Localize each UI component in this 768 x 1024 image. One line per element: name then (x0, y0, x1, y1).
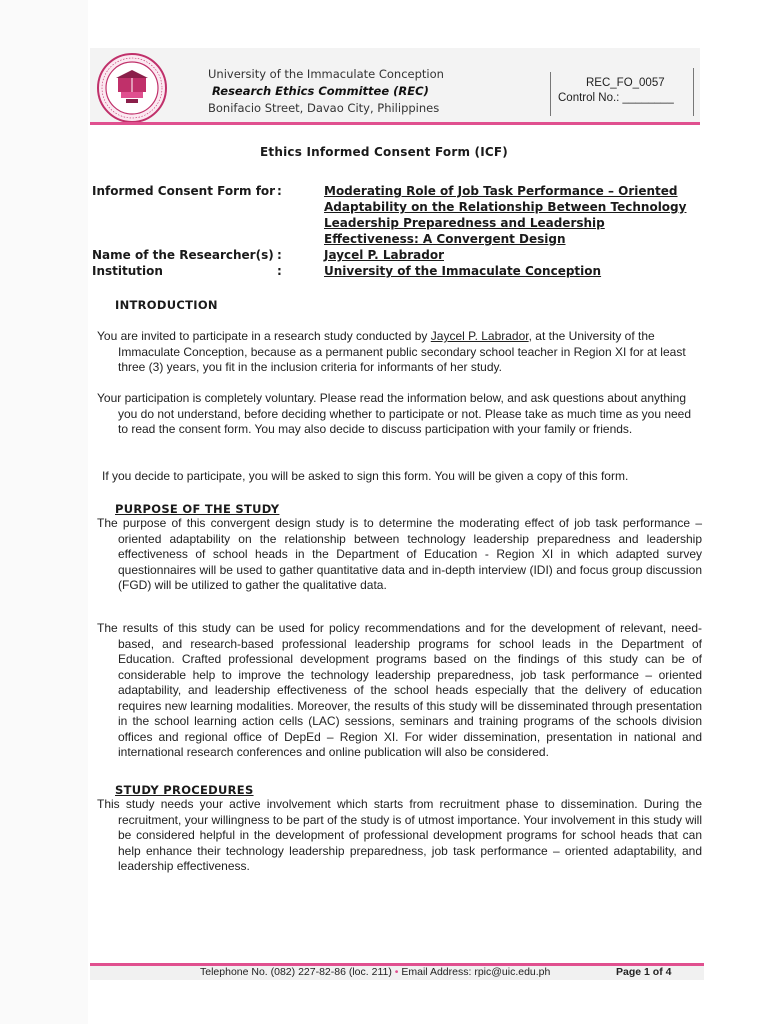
institution-colon: : (277, 264, 282, 278)
introduction-heading: INTRODUCTION (115, 298, 218, 312)
page-number (616, 966, 671, 978)
introduction-paragraph-3: If you decide to participate, you will be asked to sign this form. You will be given a copy of this form. (102, 469, 629, 483)
university-address: Bonifacio Street, Davao City, Philippines (208, 101, 440, 115)
page-total: 4 (665, 966, 672, 978)
form-for-value: Moderating Role of Job Task Performance – Oriented Adaptability on the Relationship Between Technology Leadership Preparedness and Leadership Effectiveness: A Convergent Design (324, 184, 687, 246)
footer-telephone: Telephone No. (082) 227-82-86 (loc. 211) (200, 966, 392, 978)
researcher-colon: : (277, 248, 282, 262)
letterhead-text (208, 66, 444, 117)
meta-row-institution (92, 263, 692, 279)
researcher-label: Name of the Researcher(s) (92, 248, 274, 262)
header-side-rule (693, 68, 694, 116)
procedures-heading: STUDY PROCEDURES (115, 783, 254, 797)
form-for-colon: : (277, 184, 282, 198)
university-name: University of the Immaculate Conception (208, 67, 444, 81)
header-rule (90, 122, 700, 125)
form-code-block (558, 76, 694, 106)
purpose-paragraph-2: The results of this study can be used for policy recommendations and for the development of relevant, need-based, and research-based professional leadership programs for school leads in the Department of Education. Crafted professional development programs based on the findings of this study can be of considerable help to improve the technology leadership preparedness, job task performance – oriented adaptability, and leadership effectiveness of the school heads especially that the delivery of education requires new learning modalities. Moreover, the results of this study will be disseminated through presentation in the school learning action cells (LAC) sessions, seminars and training programs of the schools division offices and regional office of DepEd – Region XI. For wider dissemination, presentation in national and international research conferences and online publication will also be considered. (97, 621, 702, 759)
header-divider (550, 72, 551, 116)
footer-email: Email Address: rpic@uic.edu.ph (401, 966, 551, 978)
page-label: Page (616, 966, 642, 978)
form-code: REC_FO_0057 (586, 77, 665, 89)
purpose-paragraph-1: The purpose of this convergent design study is to determine the moderating effect of job task performance – oriented adaptability on the relationship between technology leadership preparedness and leadership effectiveness of school heads in the Department of Education - Region XI in which adapted survey questionnaires will be used to gather quantitative data and in-depth interview (IDI) and focus group discussion (FGD) will be utilized to gather the qualitative data. (97, 516, 702, 592)
meta-row-form-for (92, 183, 692, 247)
institution-label: Institution (92, 264, 163, 278)
control-number: Control No.: ________ (558, 92, 674, 104)
institution-value: University of the Immaculate Conception (324, 264, 602, 278)
page-current: 1 (644, 966, 650, 978)
page-of: of (652, 966, 663, 978)
researcher-name-inline: Jaycel P. Labrador (430, 329, 529, 343)
introduction-paragraph-2: Your participation is completely voluntary. Please read the information below, and ask questions about anything you do not understand, before deciding whether to participate or not. Please take as much time as you need to read the consent form. You may also decide to discuss participation with your family or friends. (97, 391, 692, 436)
form-for-label: Informed Consent Form for (92, 184, 276, 198)
intro-text-before: You are invited to participate in a research study conducted by (97, 329, 431, 343)
form-meta (92, 183, 692, 279)
university-seal-icon (96, 52, 168, 124)
purpose-heading: PURPOSE OF THE STUDY (115, 502, 280, 516)
document-title: Ethics Informed Consent Form (ICF) (260, 145, 508, 159)
introduction-paragraph-1 (97, 329, 702, 376)
meta-row-researcher (92, 247, 692, 263)
procedures-paragraph-1: This study needs your active involvement which starts from recruitment phase to dissemination. During the recruitment, your willingness to be part of the study is of utmost importance. Your involvement in this study will be considered helpful in the development of professional development programs for school heads that can help enhance their technology leadership preparedness, job task performance – oriented adaptability, and leadership effectiveness. (97, 797, 702, 873)
intro-text-after: , at the University of the Immaculate Conception, because as a permanent public secondary school teacher in Region XI for at least three (3) years, you fit in the inclusion criteria for informants of her study. (118, 329, 686, 374)
footer-bullet: • (394, 966, 399, 978)
footer-contact (200, 966, 672, 978)
committee-name: Research Ethics Committee (REC) (212, 84, 429, 98)
researcher-value: Jaycel P. Labrador (324, 248, 444, 262)
